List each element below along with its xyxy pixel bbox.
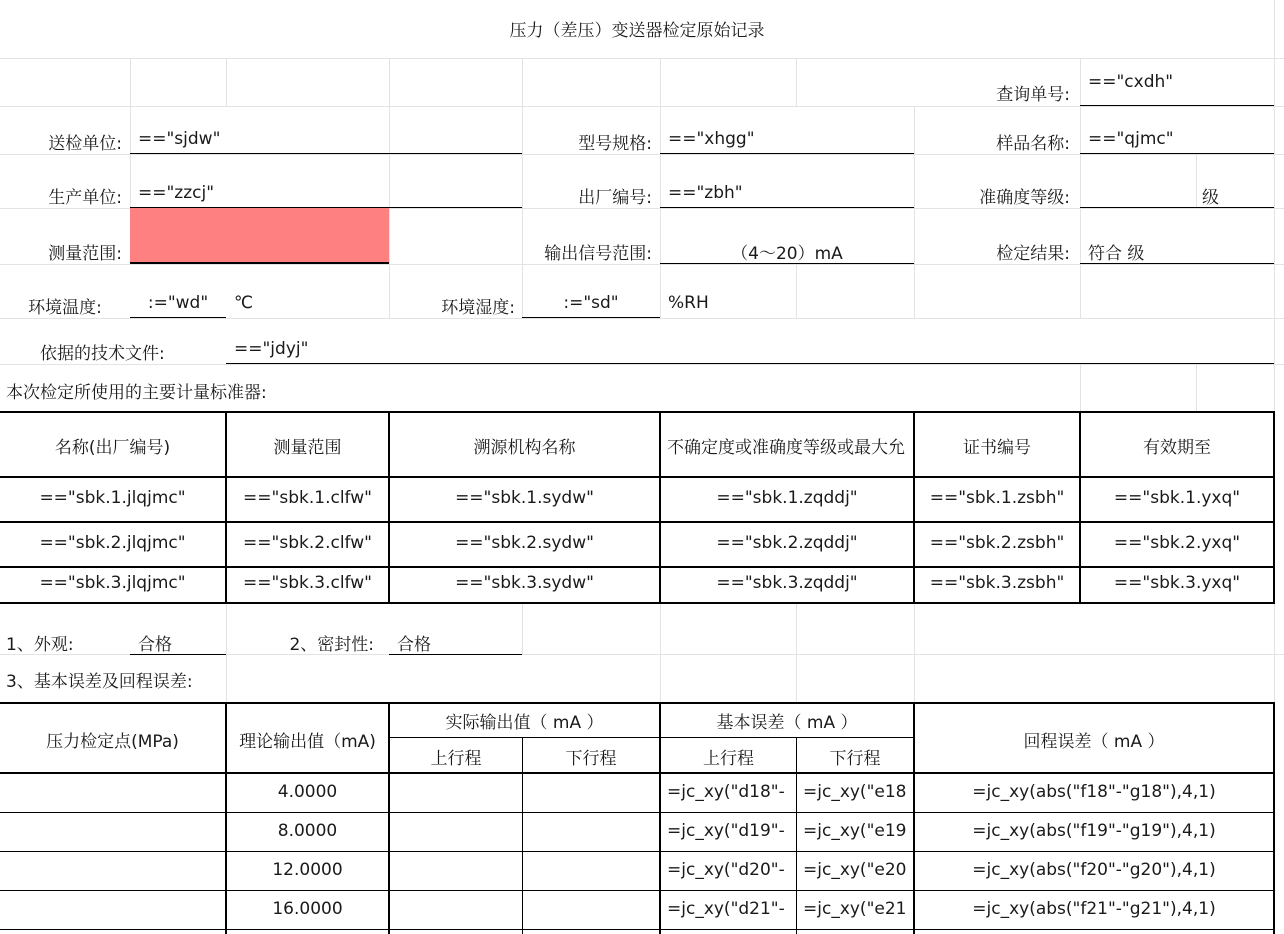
standards-caption: 本次检定所使用的主要计量标准器:	[6, 383, 267, 402]
std-cell[interactable]: =="sbk.1.jlqjmc"	[39, 488, 186, 508]
gridline	[130, 58, 131, 218]
std-cell[interactable]: =="sbk.3.yxq"	[1113, 573, 1241, 593]
jg-underline	[1080, 263, 1274, 264]
ccbh-label: 出厂编号:	[578, 188, 652, 207]
ypmc-value[interactable]: =="qjmc"	[1088, 129, 1174, 149]
gridline	[522, 603, 523, 655]
std-cell[interactable]: =="sbk.1.clfw"	[243, 488, 372, 508]
err-header-actual: 实际输出值（ mA ）	[445, 713, 604, 732]
jdyj-label: 依据的技术文件:	[40, 344, 165, 363]
jdyj-underline	[226, 363, 1274, 364]
err-header-point: 压力检定点(MPa)	[46, 732, 179, 751]
err-border	[0, 812, 1274, 813]
std-cell[interactable]: =="sbk.1.sydw"	[455, 488, 594, 508]
mf-underline	[389, 654, 522, 655]
std-cell[interactable]: =="sbk.2.sydw"	[455, 533, 594, 553]
std-cell[interactable]: =="sbk.3.zqddj"	[716, 573, 858, 593]
wd-label: 环境温度:	[28, 298, 102, 317]
std-cell[interactable]: =="sbk.2.zqddj"	[716, 533, 858, 553]
std-cell[interactable]: =="sbk.3.clfw"	[243, 573, 372, 593]
gridline	[226, 58, 227, 106]
std-cell[interactable]: =="sbk.2.clfw"	[243, 533, 372, 553]
err-basic-down-cell[interactable]: =jc_xy("e18	[803, 782, 907, 802]
std-cell[interactable]: =="sbk.1.zqddj"	[716, 488, 858, 508]
err-header-basic-up: 上行程	[703, 749, 754, 768]
err-header-basic-down: 下行程	[829, 749, 881, 768]
sccj-label: 生产单位:	[48, 188, 122, 207]
std-header-org: 溯源机构名称	[473, 438, 576, 457]
sjdw-underline	[130, 153, 522, 154]
err-border	[659, 702, 661, 934]
mf-label: 2、密封性:	[289, 635, 374, 654]
err-theory-cell[interactable]: 12.0000	[272, 860, 343, 880]
jg-value[interactable]: 符合 级	[1088, 244, 1145, 263]
gridline	[796, 58, 797, 106]
err-header-return: 回程误差（ mA ）	[1023, 732, 1165, 751]
err-header-actual-down: 下行程	[565, 749, 617, 768]
err-return-cell[interactable]: =jc_xy(abs("f18"-"g18"),4,1)	[972, 782, 1216, 802]
query-underline	[1080, 105, 1274, 106]
err-return-cell[interactable]: =jc_xy(abs("f19"-"g19"),4,1)	[972, 821, 1216, 841]
sc-value[interactable]: （4～20）mA	[731, 244, 843, 263]
gridline	[0, 264, 1284, 265]
std-border	[1273, 411, 1275, 604]
std-cell[interactable]: =="sbk.1.yxq"	[1113, 488, 1241, 508]
std-border	[0, 521, 1274, 523]
std-border-top	[0, 411, 1274, 413]
err-return-cell[interactable]: =jc_xy(abs("f21"-"g21"),4,1)	[972, 899, 1216, 919]
sd-underline	[522, 317, 660, 318]
wd-value[interactable]: :="wd"	[147, 293, 209, 313]
std-cell[interactable]: =="sbk.2.jlqjmc"	[39, 533, 186, 553]
sccj-value[interactable]: =="zzcj"	[138, 183, 215, 203]
ypmc-label: 样品名称:	[996, 134, 1070, 153]
page-title: 压力（差压）变送器检定原始记录	[509, 21, 765, 41]
err-basic-up-cell[interactable]: =jc_xy("d18"-	[667, 782, 785, 802]
gridline	[0, 154, 1284, 155]
err-border	[1273, 702, 1275, 934]
err-border	[0, 890, 1274, 891]
sjdw-label: 送检单位:	[48, 134, 122, 153]
std-header-expiry: 有效期至	[1143, 438, 1211, 457]
std-header-uncertainty: 不确定度或准确度等级或最大允	[667, 438, 905, 457]
err-border	[0, 772, 1274, 774]
zqd-underline	[1080, 207, 1274, 208]
err-header-actual-up: 上行程	[430, 749, 482, 768]
clfw-label: 测量范围:	[48, 244, 122, 263]
err-basic-down-cell[interactable]: =jc_xy("e21	[803, 899, 907, 919]
xhgg-underline	[660, 153, 914, 154]
gridline	[1196, 154, 1197, 208]
gridline	[914, 603, 915, 703]
std-border	[0, 476, 1274, 478]
err-basic-up-cell[interactable]: =jc_xy("d20"-	[667, 860, 785, 880]
sd-value[interactable]: :="sd"	[563, 293, 619, 313]
sjdw-value[interactable]: =="sjdw"	[138, 129, 221, 149]
query-value[interactable]: =="cxdh"	[1088, 72, 1174, 92]
ccbh-value[interactable]: =="zbh"	[668, 183, 743, 203]
err-theory-cell[interactable]: 16.0000	[272, 899, 343, 919]
wd-unit: ℃	[234, 293, 254, 313]
gridline	[0, 106, 1284, 107]
zqd-value[interactable]	[1082, 176, 1194, 206]
err-basic-up-cell[interactable]: =jc_xy("d19"-	[667, 821, 785, 841]
clfw-underline	[130, 262, 389, 264]
xhgg-label: 型号规格:	[578, 134, 652, 153]
std-cell[interactable]: =="sbk.2.zsbh"	[929, 533, 1065, 553]
wd-underline	[130, 317, 226, 318]
err-header-theory: 理论输出值（mA)	[239, 732, 376, 751]
err-border	[0, 929, 1274, 930]
jg-label: 检定结果:	[996, 244, 1070, 263]
err-basic-down-cell[interactable]: =jc_xy("e20	[803, 860, 907, 880]
gridline	[0, 58, 1284, 59]
err-border	[0, 851, 1274, 852]
zqd-label: 准确度等级:	[979, 188, 1070, 207]
sd-unit: %RH	[668, 293, 709, 313]
err-return-cell[interactable]: =jc_xy(abs("f20"-"g20"),4,1)	[972, 860, 1216, 880]
std-cell[interactable]: =="sbk.3.jlqjmc"	[39, 573, 186, 593]
err-theory-cell[interactable]: 8.0000	[277, 821, 338, 841]
ccbh-underline	[660, 207, 914, 208]
section3-title: 3、基本误差及回程误差:	[6, 672, 193, 691]
gridline	[660, 603, 661, 703]
gridline	[1080, 364, 1081, 412]
gridline	[660, 58, 661, 318]
gridline	[0, 318, 1284, 319]
sc-underline	[660, 263, 914, 264]
err-border-top	[0, 702, 1274, 704]
err-basic-down-cell[interactable]: =jc_xy("e19	[803, 821, 907, 841]
sc-label: 输出信号范围:	[544, 244, 652, 263]
err-basic-up-cell[interactable]: =jc_xy("d21"-	[667, 899, 785, 919]
measure-range-cell[interactable]	[130, 208, 389, 263]
sd-label: 环境湿度:	[441, 298, 515, 317]
wg-underline	[130, 654, 226, 655]
err-border	[388, 702, 390, 934]
mf-value[interactable]: 合格	[397, 635, 431, 654]
err-header-basic: 基本误差（ mA ）	[716, 713, 858, 732]
std-cell[interactable]: =="sbk.2.yxq"	[1113, 533, 1241, 553]
std-cell[interactable]: =="sbk.3.zsbh"	[929, 573, 1065, 593]
ypmc-underline	[1080, 153, 1274, 154]
wg-label: 1、外观:	[6, 635, 74, 654]
gridline	[796, 264, 797, 318]
jdyj-value[interactable]: =="jdyj"	[234, 339, 309, 359]
xhgg-value[interactable]: =="xhgg"	[668, 129, 755, 149]
zqd-unit: 级	[1202, 188, 1219, 207]
gridline	[1196, 364, 1197, 412]
std-cell[interactable]: =="sbk.1.zsbh"	[929, 488, 1065, 508]
std-header-cert: 证书编号	[963, 438, 1031, 457]
gridline	[796, 603, 797, 703]
std-border	[0, 566, 1274, 568]
gridline	[1080, 58, 1081, 318]
wg-value[interactable]: 合格	[138, 635, 172, 654]
std-header-name: 名称(出厂编号)	[54, 438, 171, 457]
std-header-range: 测量范围	[273, 438, 342, 457]
gridline	[0, 364, 1284, 365]
query-label: 查询单号:	[996, 85, 1070, 104]
std-border-bottom	[0, 602, 1274, 604]
err-border	[389, 737, 915, 738]
std-cell[interactable]: =="sbk.3.sydw"	[455, 573, 594, 593]
err-theory-cell[interactable]: 4.0000	[277, 782, 338, 802]
